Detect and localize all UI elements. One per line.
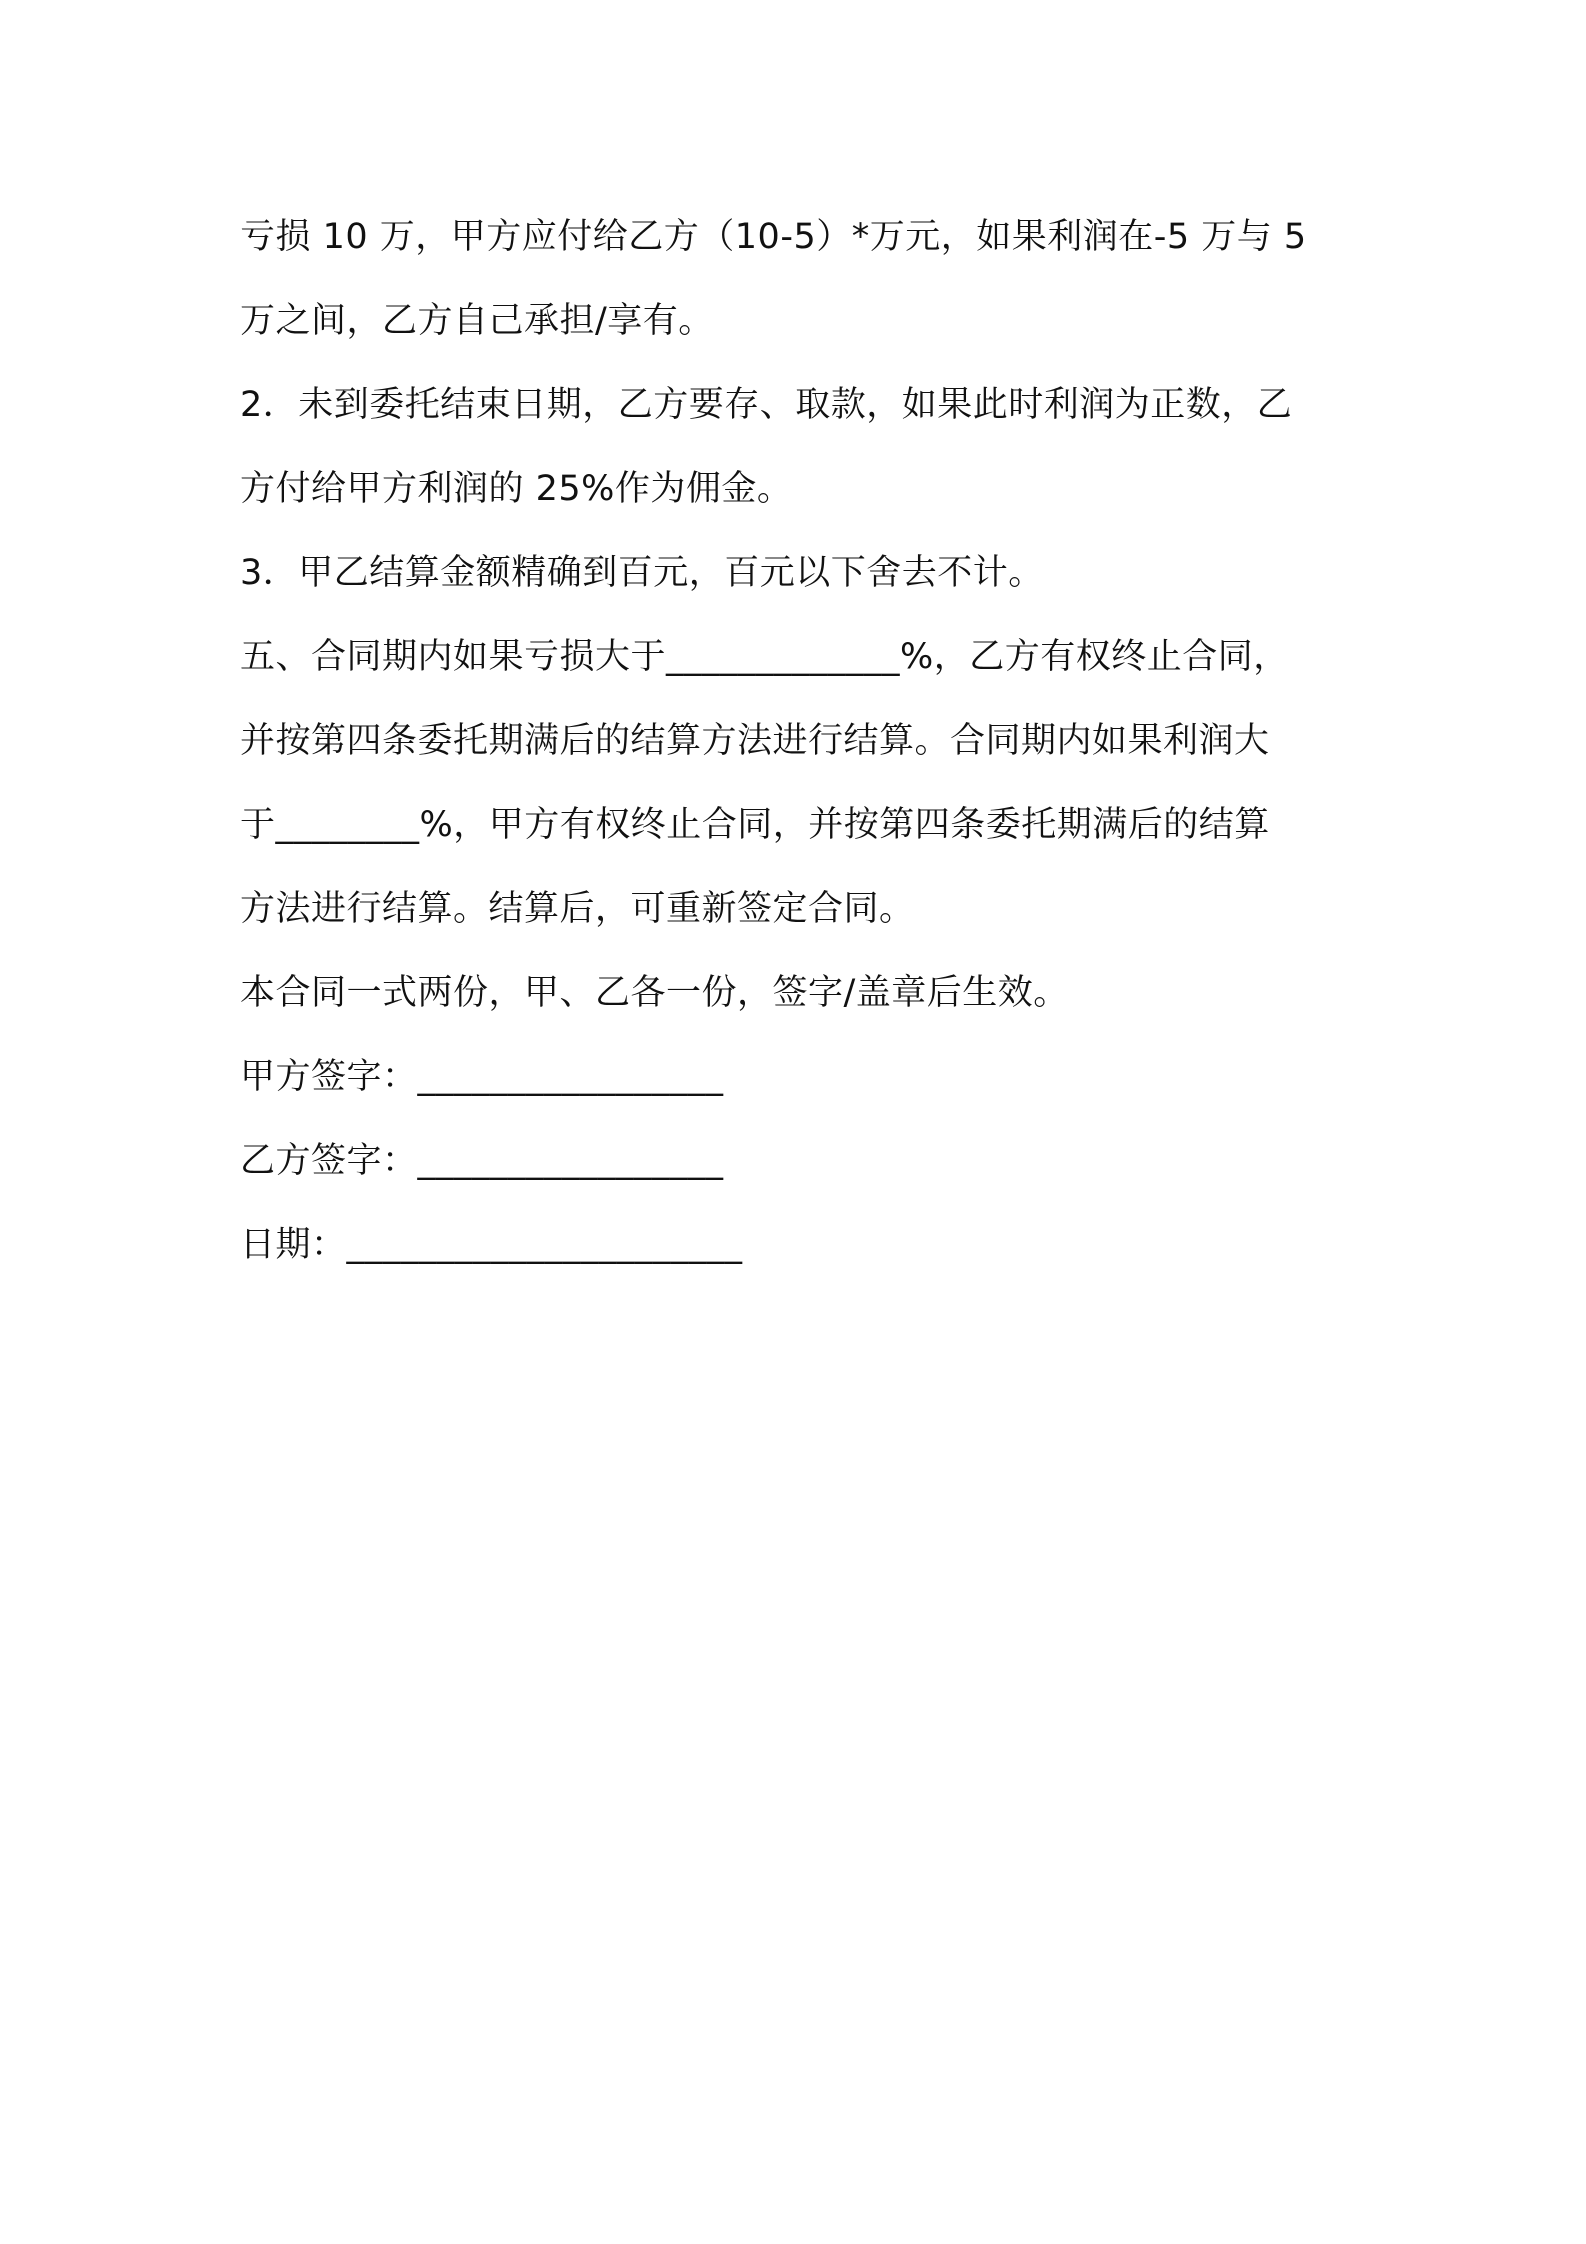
- party-b-signature-line: 乙方签字：_________________: [240, 1141, 724, 1181]
- text-line-loss-settlement: 亏损 10 万，甲方应付给乙方（10-5）*万元，如果利润在-5 万与 5: [240, 217, 1307, 257]
- text-line-clause-5-cont-3: 方法进行结算。结算后，可重新签定合同。: [240, 889, 915, 929]
- date-line: 日期：______________________: [240, 1225, 743, 1265]
- text-line-copies: 本合同一式两份，甲、乙各一份，签字/盖章后生效。: [240, 973, 1069, 1013]
- document-body: [240, 195, 1350, 1287]
- text-line-clause-5: 五、合同期内如果亏损大于_____________%，乙方有权终止合同，: [240, 637, 1289, 677]
- party-a-signature-line: 甲方签字：_________________: [240, 1057, 724, 1097]
- text-line-clause-5-cont-1: 并按第四条委托期满后的结算方法进行结算。合同期内如果利润大: [240, 721, 1270, 761]
- text-line-clause-2: 2．未到委托结束日期，乙方要存、取款，如果此时利润为正数，乙: [240, 385, 1293, 425]
- text-line-commission: 方付给甲方利润的 25%作为佣金。: [240, 469, 793, 509]
- text-line-clause-5-cont-2: 于________%，甲方有权终止合同，并按第四条委托期满后的结算: [240, 805, 1270, 845]
- text-line-loss-range: 万之间，乙方自己承担/享有。: [240, 301, 714, 341]
- text-line-clause-3: 3．甲乙结算金额精确到百元，百元以下舍去不计。: [240, 553, 1044, 593]
